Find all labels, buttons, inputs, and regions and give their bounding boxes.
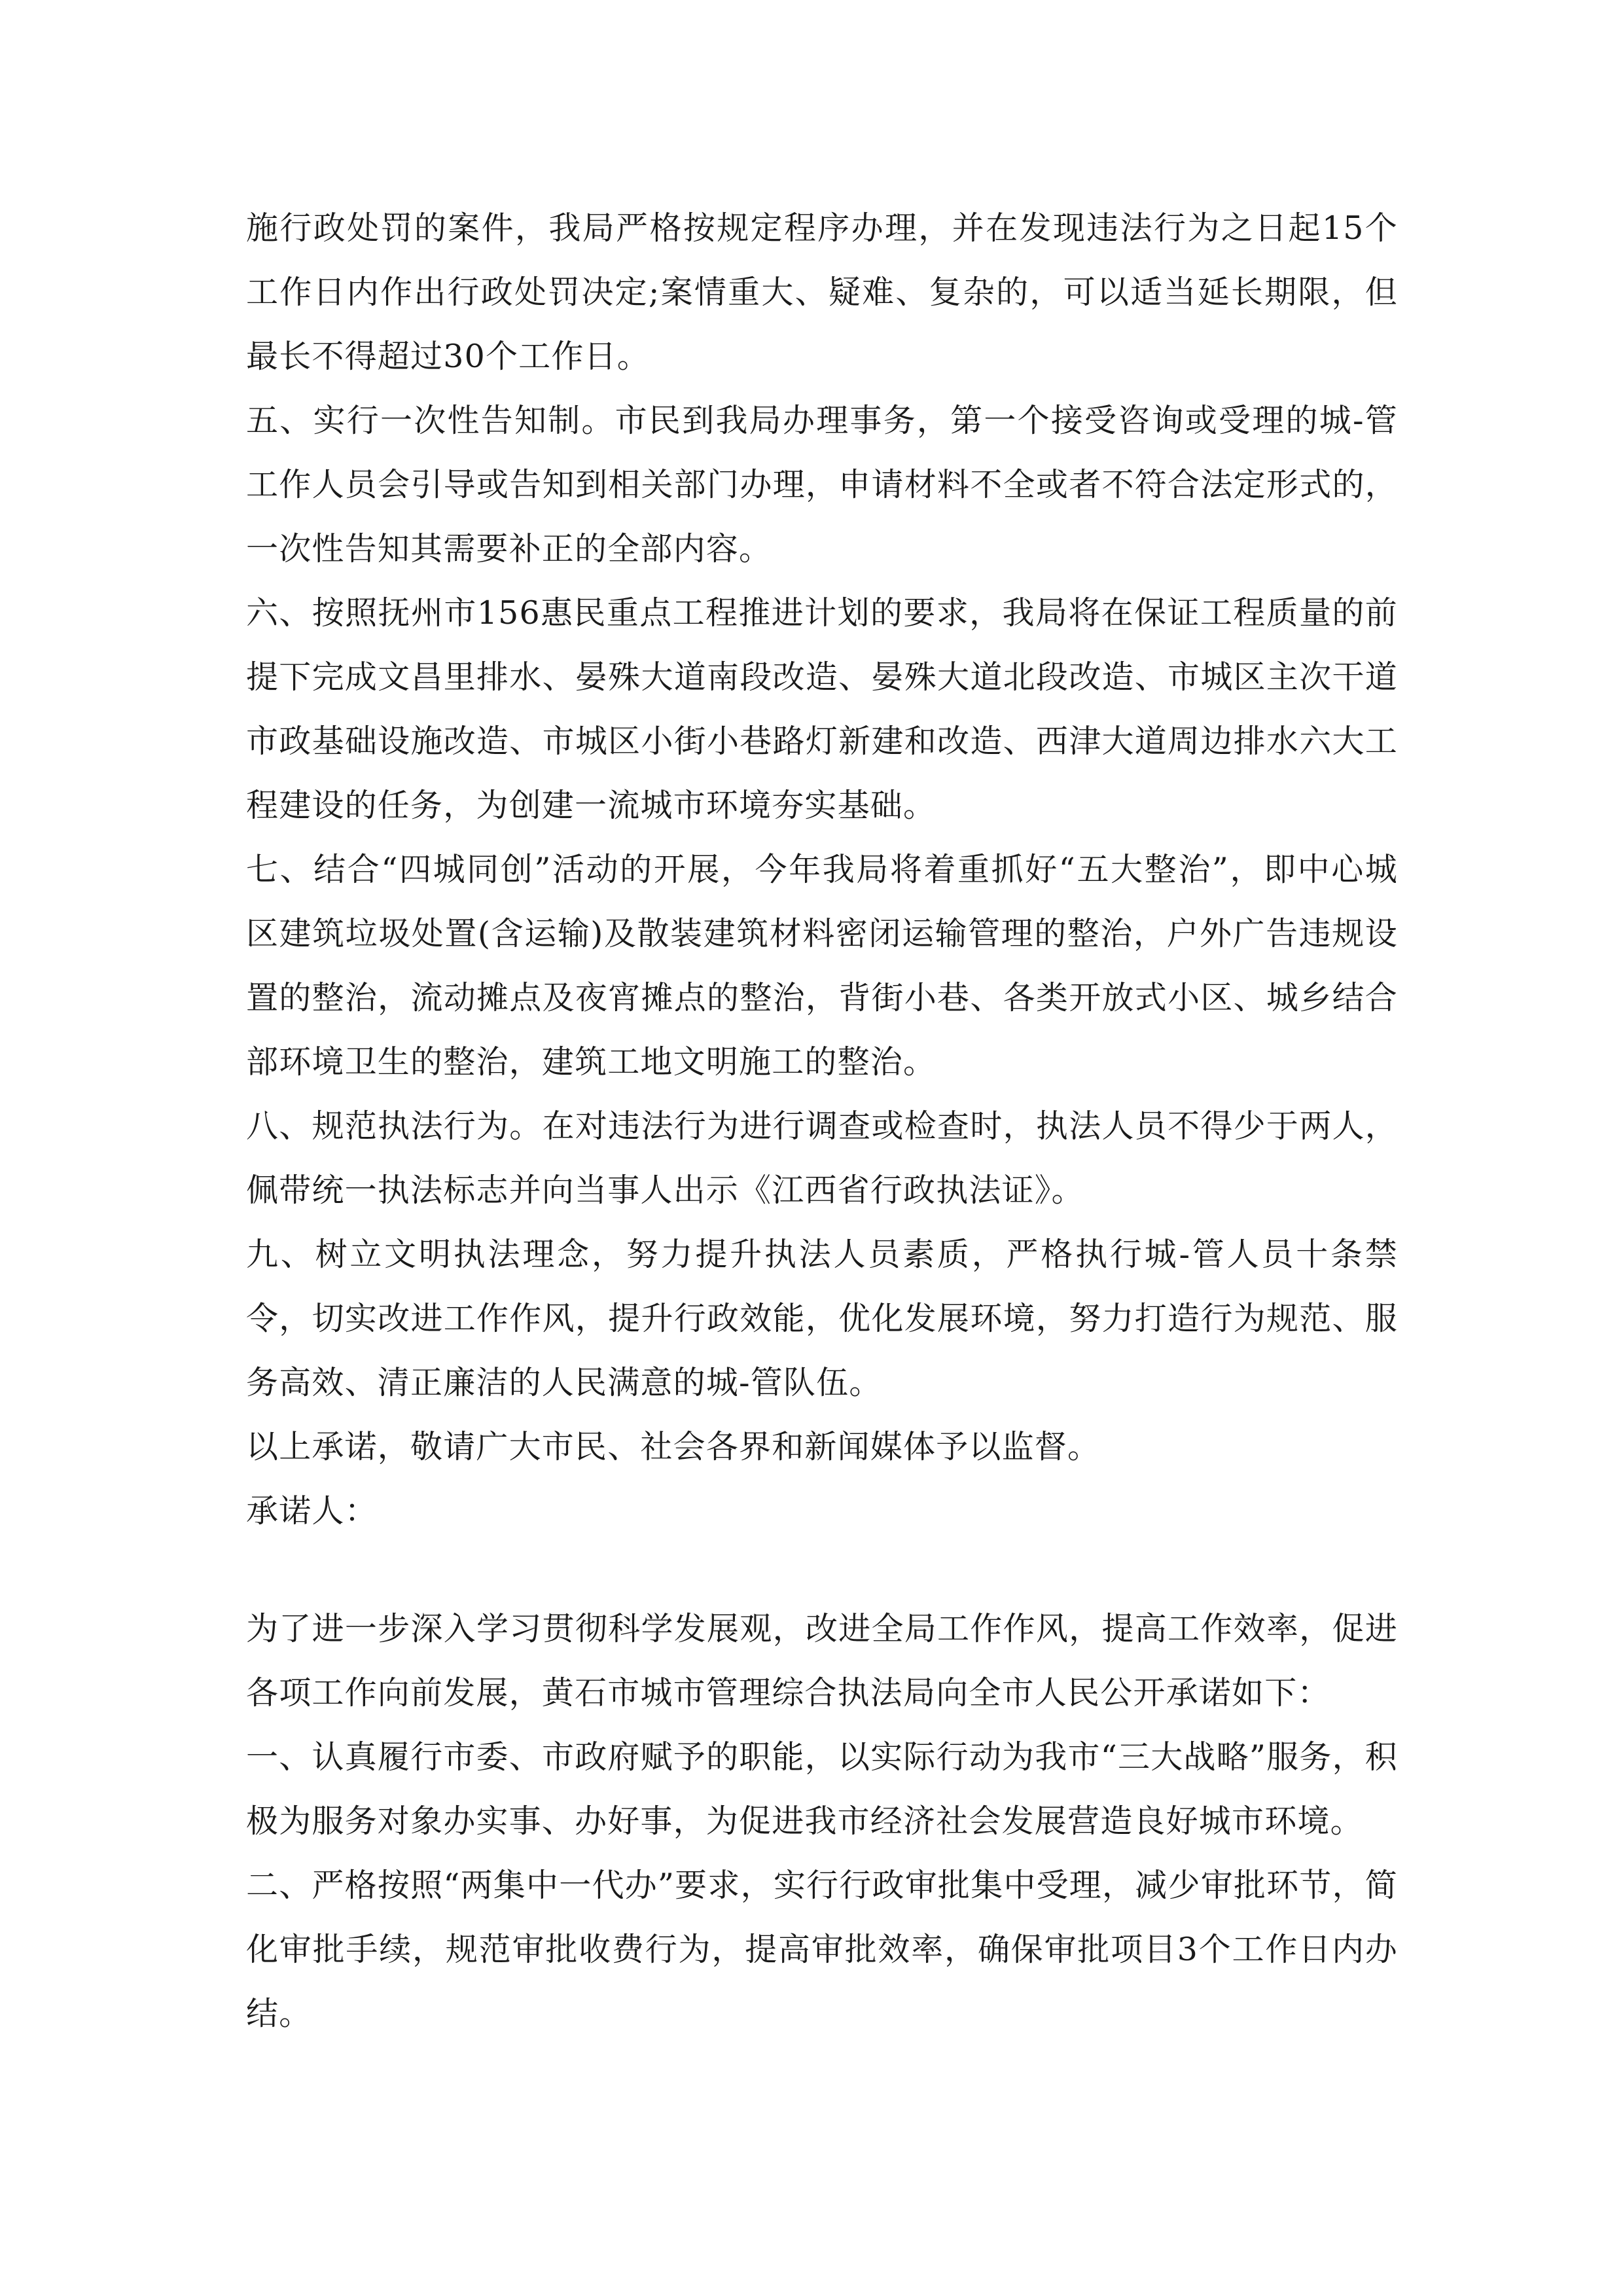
- paragraph-intro: 为了进一步深入学习贯彻科学发展观，改进全局工作作风，提高工作效率，促进各项工作向前发展，黄石市城市管理综合执法局向全市人民公开承诺如下：: [246, 1610, 1398, 1712]
- paragraph-item-one: 一、认真履行市委、市政府赋予的职能，以实际行动为我市“三大战略”服务，积极为服务对象办实事、办好事，为促进我市经济社会发展营造良好城市环境。: [246, 1738, 1398, 1840]
- paragraph-item-two: 二、严格按照“两集中一代办”要求，实行行政审批集中受理，减少审批环节，简化审批手续，规范审批收费行为，提高审批效率，确保审批项目3个工作日内办结。: [246, 1867, 1398, 2032]
- new-commitment-section: [246, 1597, 1398, 2046]
- paragraph-item-nine: 九、树立文明执法理念，努力提升执法人员素质，严格执行城-管人员十条禁令，切实改进工作作风，提升行政效能，优化发展环境，努力打造行为规范、服务高效、清正廉洁的人民满意的城-管队伍。: [246, 1236, 1398, 1401]
- commitment-continued-section: [246, 196, 1398, 1543]
- paragraph-item-seven: 七、结合“四城同创”活动的开展，今年我局将着重抓好“五大整治”，即中心城区建筑垃圾处置(含运输)及散装建筑材料密闭运输管理的整治，户外广告违规设置的整治，流动摊点及夜宵摊点的整治，背街小巷、各类开放式小区、城乡结合部环境卫生的整治，建筑工地文明施工的整治。: [246, 851, 1398, 1081]
- paragraph-item-five: 五、实行一次性告知制。市民到我局办理事务，第一个接受咨询或受理的城-管工作人员会引导或告知到相关部门办理，申请材料不全或者不符合法定形式的，一次性告知其需要补正的全部内容。: [246, 402, 1398, 567]
- paragraph-supervision: 以上承诺，敬请广大市民、社会各界和新闻媒体予以监督。: [246, 1428, 1101, 1465]
- paragraph-item-six: 六、按照抚州市156惠民重点工程推进计划的要求，我局将在保证工程质量的前提下完成文昌里排水、晏殊大道南段改造、晏殊大道北段改造、市城区主次干道市政基础设施改造、市城区小街小巷路灯新建和改造、西津大道周边排水六大工程建设的任务，为创建一流城市环境夯实基础。: [246, 594, 1398, 824]
- paragraph-signatory: 承诺人：: [246, 1492, 378, 1530]
- paragraph-penalty-deadline: 施行政处罚的案件，我局严格按规定程序办理，并在发现违法行为之日起15个工作日内作出行政处罚决定;案情重大、疑难、复杂的，可以适当延长期限，但最长不得超过30个工作日。: [246, 209, 1398, 375]
- paragraph-item-eight: 八、规范执法行为。在对违法行为进行调查或检查时，执法人员不得少于两人，佩带统一执法标志并向当事人出示《江西省行政执法证》。: [246, 1107, 1398, 1209]
